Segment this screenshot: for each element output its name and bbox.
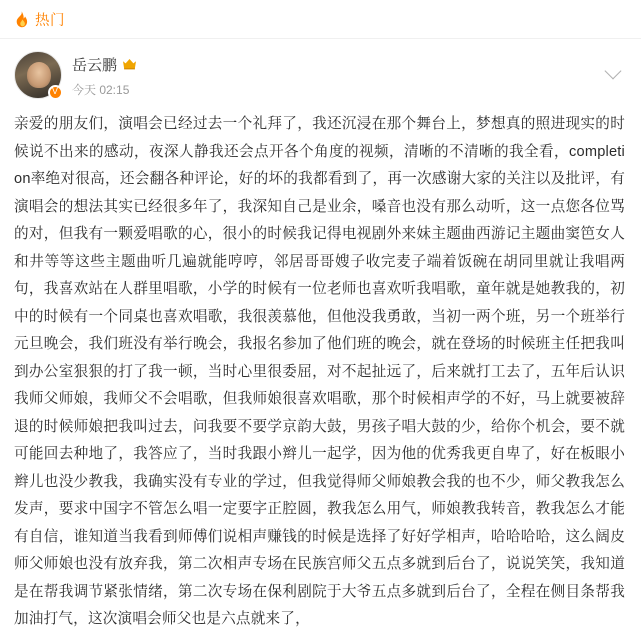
crown-icon xyxy=(122,58,137,72)
author-name-row xyxy=(72,54,627,75)
avatar[interactable] xyxy=(14,51,62,99)
hot-banner xyxy=(0,0,641,39)
post-timestamp: 今天 02:15 xyxy=(72,83,130,97)
post-content: 亲爱的朋友们，演唱会已经过去一个礼拜了，我还沉浸在那个舞台上，梦想真的照进现实的时候说不出来的感动，夜深人静我还会点开各个角度的视频，清晰的不清晰的我全看，completion率绝对很高，还会翻各种评论，好的坏的我都看到了，再一次感谢大家的关注以及批评，有演唱会的想法其实已经很多年了，我深知自己是业余，嗓音也没有那么动听，这一点您各位骂的对，但我有一颗爱唱歌的心，很小的时候我记得电视剧外来妹主题曲西游记主题曲窦笆女人和井等等这些主题曲听几遍就能哼哼，邻居哥哥嫂子收完麦子端着饭碗在胡同里就让我唱两句，我喜欢站在人群里唱歌，小学的时候有一位老师也喜欢听我唱歌，童年就是她教我的，初中的时候有一个同桌也喜欢唱歌，我很羡慕他，但他没我勇敢，当初一两个班，另一个班举行元旦晚会，我们班没有举行晚会，我报名参加了他们班的晚会，就在登场的时候班主任把我叫到办公室狠狠的打了我一顿，当时心里很委屈，对不起扯远了，后来就打工去了，五年后认识我师父师娘，我师父不会唱歌，但我师娘很喜欢唱歌，那个时候相声学的不好，马上就要被辞退的时候师娘把我叫过去，问我要不要学京韵大鼓，男孩子唱大鼓的少，给你个机会，要不就可能回去种地了，我答应了，当时我跟小辫儿一起学，因为他的优秀我更自卑了，好在板眼小辫儿也没少教我，我确实没有专业的学过，但我觉得师父师娘教会我的也不少，师父教我怎么发声，要求中国字不管怎么唱一定要字正腔圆，教我怎么用气，师娘教我转音，教我怎么才能有自信，谁知道当我看到师傅们说相声赚钱的时候是选择了好好学相声，哈哈哈哈，这么阔皮师父师娘也没有放弃我，第二次相声专场在民族宫师父五点多就到后台了，说说笑笑，我知道是在帮我调节紧张情绪，第二次专场在保利剧院于大爷五点多就到后台了，全程在侧目条帮我加油打气，这次演唱会师父也是六点就来了， xyxy=(14,116,625,627)
post-container xyxy=(0,39,641,634)
author-block xyxy=(72,51,627,98)
post-header xyxy=(14,51,627,99)
flame-icon xyxy=(14,11,29,28)
author-name[interactable]: 岳云鹏 xyxy=(72,57,118,74)
hot-label: 热门 xyxy=(35,12,65,29)
chevron-down-icon[interactable] xyxy=(603,59,625,81)
verified-badge-icon: V xyxy=(48,85,63,100)
